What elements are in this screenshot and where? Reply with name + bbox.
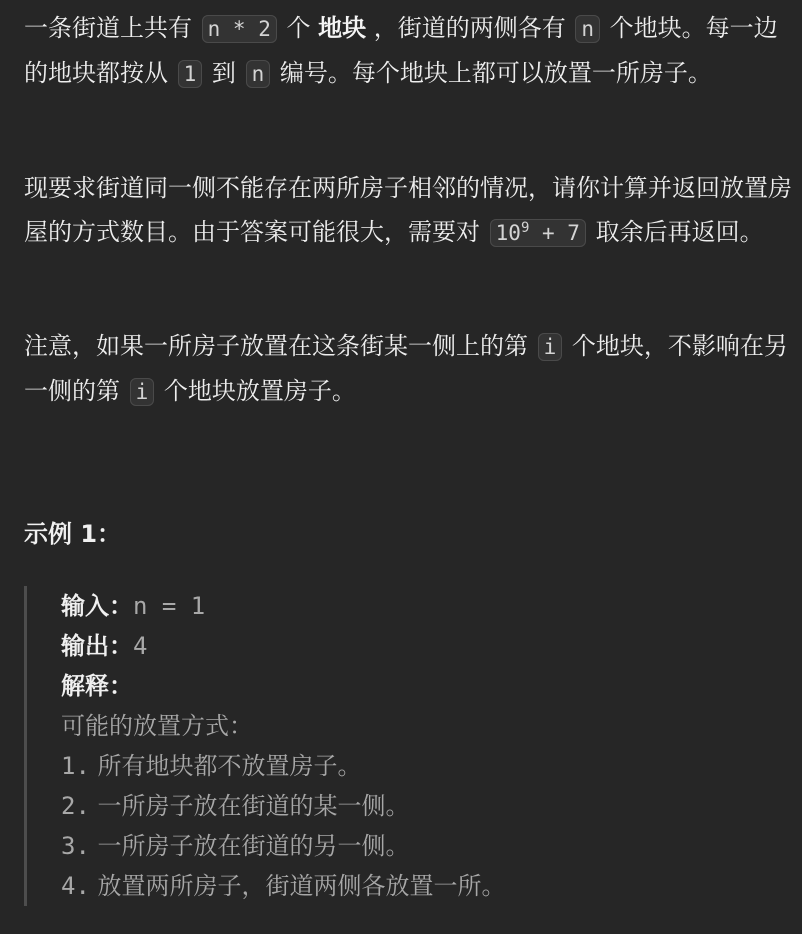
text: 个地块放置房子。 xyxy=(156,377,356,405)
text: 注意，如果一所房子放置在这条街某一侧上的第 xyxy=(24,332,536,360)
text: 编号。每个地块上都可以放置一所房子。 xyxy=(272,59,712,87)
input-label: 输入： xyxy=(61,592,133,620)
inline-code-i: i xyxy=(130,378,155,406)
list-item xyxy=(61,786,801,826)
text: 个地块。每一边的地块都按从 xyxy=(24,14,778,87)
example-block xyxy=(24,586,801,906)
inline-code-1: 1 xyxy=(178,60,203,88)
modulus-base: 10 xyxy=(495,221,521,245)
text: 个 xyxy=(278,14,319,42)
modulus-tail: + 7 xyxy=(529,221,580,245)
list-item-number: 4. xyxy=(61,872,90,900)
text: 现要求街道同一侧不能存在两所房子相邻的情况，请你计算并返回放置房屋的方式数目。由于答案可能很大，需要对 xyxy=(24,174,792,246)
list-item-number: 3. xyxy=(61,832,90,860)
input-value: n = 1 xyxy=(133,592,206,620)
list-item-number: 1. xyxy=(61,752,90,780)
bold-term-plot: 地块 xyxy=(318,14,367,42)
list-item xyxy=(61,866,801,906)
example-output-line xyxy=(61,626,801,666)
list-item-text: 所有地块都不放置房子。 xyxy=(97,752,362,780)
paragraph-street-plots xyxy=(24,6,794,96)
explain-intro xyxy=(61,706,801,746)
text: 一条街道上共有 xyxy=(24,14,200,42)
example-explain-line xyxy=(61,666,801,706)
inline-code-i: i xyxy=(538,333,563,361)
text: 到 xyxy=(204,59,244,87)
output-value: 4 xyxy=(133,632,148,660)
inline-code-modulus xyxy=(490,219,586,247)
list-item-text: 一所房子放在街道的另一侧。 xyxy=(97,832,410,860)
modulus-exponent: 9 xyxy=(520,220,530,236)
example-title: 示例 1： xyxy=(24,520,122,548)
paragraph-requirement xyxy=(24,166,794,255)
inline-code-n: n xyxy=(575,15,600,43)
list-item-number: 2. xyxy=(61,792,90,820)
output-label: 输出： xyxy=(61,632,133,660)
text: 取余后再返回。 xyxy=(587,218,764,246)
text: 个地块，不影响在另一侧的第 xyxy=(24,332,788,405)
text: ，街道的两侧各有 xyxy=(366,14,574,42)
inline-code-n-times-2: n * 2 xyxy=(202,15,277,43)
explain-label: 解释： xyxy=(61,672,133,700)
list-item xyxy=(61,746,801,786)
example-input-line xyxy=(61,586,801,626)
list-item xyxy=(61,826,801,866)
explain-intro-text: 可能的放置方式： xyxy=(61,712,253,740)
inline-code-n: n xyxy=(246,60,271,88)
list-item-text: 一所房子放在街道的某一侧。 xyxy=(97,792,410,820)
paragraph-note xyxy=(24,324,794,414)
list-item-text: 放置两所房子，街道两侧各放置一所。 xyxy=(97,872,506,900)
